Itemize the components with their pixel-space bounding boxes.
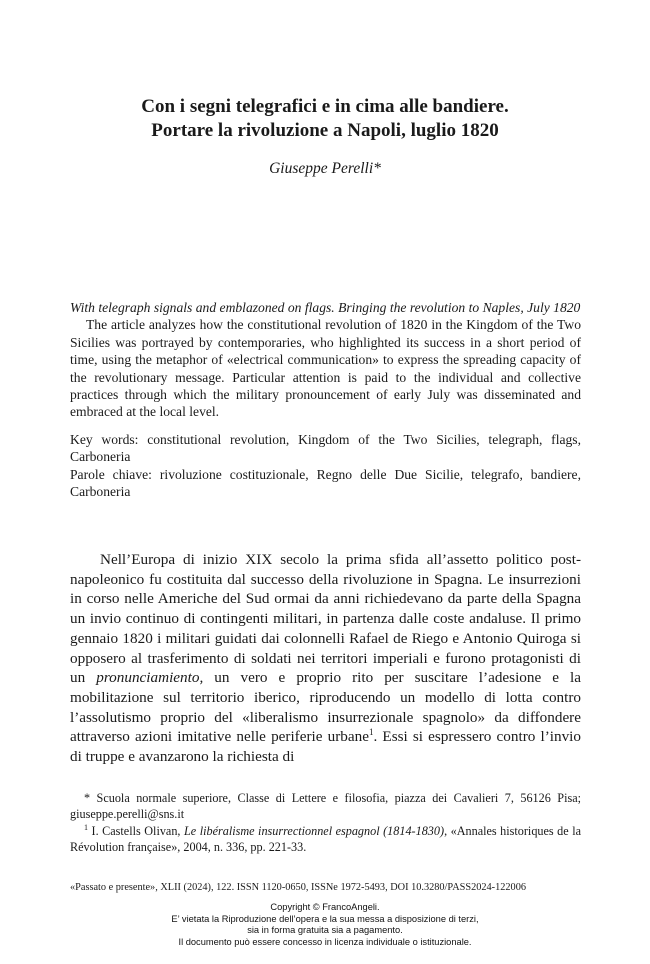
keywords-italian: Parole chiave: rivoluzione costituzionale, Regno delle Due Sicilie, telegrafo, bandiere, Carboneria [70, 466, 581, 500]
footnotes [70, 790, 581, 856]
body-emphasis: pronunciamiento, [96, 669, 204, 687]
footnote-affiliation: * Scuola normale superiore, Classe di Lettere e filosofia, piazza dei Cavalieri 7, 56126 Pisa; giuseppe.perelli@sns.it [70, 791, 581, 822]
copyright-line-1: Copyright © FrancoAngeli. [270, 902, 380, 912]
article-title-line-1: Con i segni telegrafici e in cima alle bandiere. [141, 96, 509, 117]
journal-citation: «Passato e presente», XLII (2024), 122. ISSN 1120-0650, ISSNe 1972-5493, DOI 10.3280/PASS2024-122006 [70, 882, 526, 893]
abstract-text: The article analyzes how the constitutional revolution of 1820 in the Kingdom of the Two Sicilies was portrayed by contemporaries, who highlighted its success in a short period of time, using the metaphor of «electrical communication» to express the spreading capacity of the revolutionary message. Particular attention is paid to the individual and collective practices through which the military pronouncement of early July was disseminated and embraced at the local level. [70, 317, 581, 420]
copyright-line-2: E’ vietata la Riproduzione dell’opera e la sua messa a disposizione di terzi, [171, 913, 479, 924]
abstract-english-title: With telegraph signals and emblazoned on flags. Bringing the revolution to Naples, July 1820 [70, 300, 581, 315]
article-author: Giuseppe Perelli* [269, 160, 381, 177]
abstract [70, 299, 581, 500]
footnote-1-author: I. Castells Olivan, [88, 823, 184, 838]
article-title-line-2: Portare la rivoluzione a Napoli, luglio 1820 [151, 120, 499, 141]
copyright-line-4: Il documento può essere concesso in licenza individuale o istituzionale. [178, 936, 472, 947]
footnote-1-title: Le libéralisme insurrectionnel espagnol (1814-1830) [184, 823, 445, 838]
footnote-reference[interactable]: 1 [368, 727, 374, 738]
footnote-1 [70, 823, 581, 856]
body-paragraph [70, 550, 581, 767]
footnote-1-rest: , «Annales historiques de la Révolution française», 2004, n. 336, pp. 221-33. [70, 823, 581, 855]
footnote-1-marker: 1 [84, 822, 88, 832]
body-text [70, 550, 581, 767]
body-text-part-3: . Essi si espressero contro l’invio di truppe e avanzarono la richiesta di [70, 728, 581, 766]
keywords-english: Key words: constitutional revolution, Kingdom of the Two Sicilies, telegraph, flags, Carboneria [70, 431, 581, 465]
article-title [70, 95, 580, 143]
copyright-line-3: sia in forma gratuita sia a pagamento. [247, 925, 403, 936]
body-text-part-2: un vero e proprio rito per suscitare l’adesione e la mobilitazione sul territorio iberico, riproducendo un modello di lotta contro l’assolutismo proprio del «liberalismo insurrezionale spagnolo» da diffondere attraverso azioni imitative nelle periferie urbane [70, 669, 582, 746]
copyright-notice [0, 902, 650, 948]
body-text-part-1: Nell’Europa di inizio XIX secolo la prima sfida all’assetto politico post-napoleonico fu costituita dal successo della rivoluzione in Spagna. Le insurrezioni in corso nelle Americhe del Sud ormai da anni richiedevano da parte della Spagna un invio continuo di contingenti militari, in partenza dalle coste andaluse. Il primo gennaio 1820 i militari guidati dai colonnelli Rafael de Riego e Antonio Quiroga si opposero al trasferimento di soldati nei territori imperiali e furono protagonisti di un [70, 551, 581, 687]
